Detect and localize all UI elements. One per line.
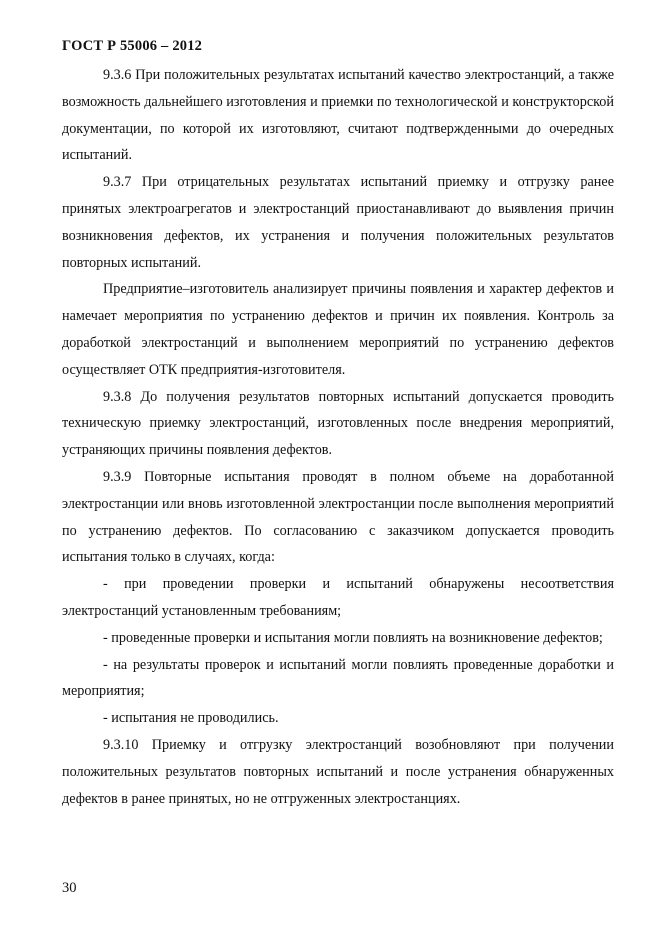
paragraph-9-3-6: 9.3.6 При положительных результатах испытаний качество электростанций, а также возможность дальнейшего изготовления и приемки по технологической и конструкторской документации, по которой их изготовляют, считают подтвержденными до очередных испытаний. bbox=[62, 67, 614, 164]
list-item-nonconformities: - при проведении проверки и испытаний обнаружены несоответствия электростанций установленным требованиям; bbox=[62, 576, 614, 619]
list-item-tests-not-performed: - испытания не проводились. bbox=[103, 710, 279, 727]
paragraph-9-3-10: 9.3.10 Приемку и отгрузку электростанций возобновляют при получении положительных результатов повторных испытаний и после устранения обнаруженных дефектов в ранее принятых, но не отгруженных электростанциях. bbox=[62, 736, 614, 807]
paragraph-9-3-8: 9.3.8 До получения результатов повторных испытаний допускается проводить техническую приемку электростанций, изготовленных после внедрения мероприятий, устраняющих причины появления дефектов. bbox=[62, 388, 614, 459]
paragraph-9-3-9: 9.3.9 Повторные испытания проводят в полном объеме на доработанной электростанции или вновь изготовленной электростанции после выполнения мероприятий по устранению дефектов. По согласованию с заказчиком допускается проводить испытания только в случаях, когда: bbox=[62, 468, 614, 566]
document-header: ГОСТ Р 55006 – 2012 bbox=[62, 38, 203, 54]
paragraph-9-3-7: 9.3.7 При отрицательных результатах испытаний приемку и отгрузку ранее принятых электроагрегатов и электростанций приостанавливают до выявления причин возникновения дефектов, их устранения и получения положительных результатов повторных испытаний. bbox=[62, 174, 614, 271]
page-number: 30 bbox=[62, 880, 77, 896]
list-item-modifications-influence: - на результаты проверок и испытаний могли повлиять проведенные доработки и мероприятия; bbox=[62, 656, 614, 700]
list-item-defects-influence: - проведенные проверки и испытания могли повлиять на возникновение дефектов; bbox=[103, 629, 603, 646]
paragraph-manufacturer-analysis: Предприятие–изготовитель анализирует причины появления и характер дефектов и намечает мероприятия по устранению дефектов и причин их появления. Контроль за доработкой электростанций и выполнением мероприятий по устранению дефектов осуществляет ОТК предприятия-изготовителя. bbox=[62, 281, 614, 378]
document-body bbox=[62, 62, 614, 812]
